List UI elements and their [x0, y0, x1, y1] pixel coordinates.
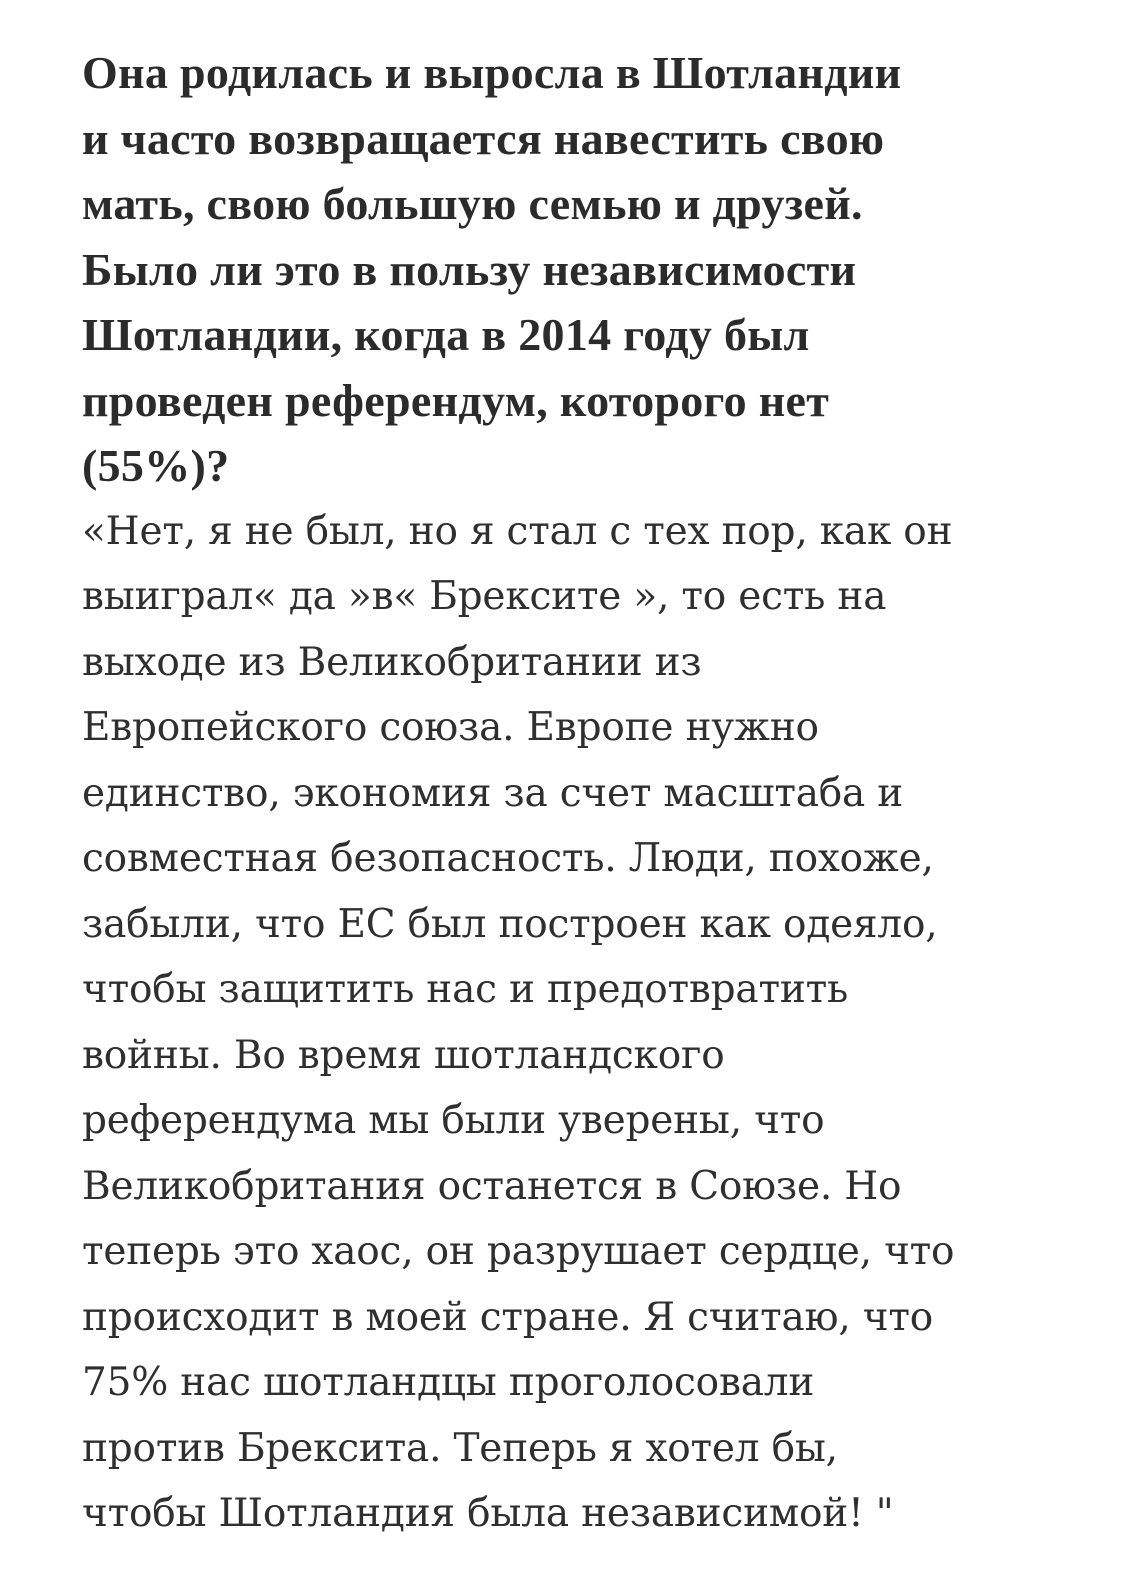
answer-line: референдума мы были уверены, что	[82, 1098, 825, 1143]
question-line: (55%)?	[82, 440, 230, 491]
article-body	[82, 40, 1042, 1547]
interview-question	[82, 40, 1042, 499]
answer-line: происходит в моей стране. Я считаю, что	[82, 1294, 933, 1340]
answer-line: теперь это хаос, он разрушает сердце, что	[82, 1229, 955, 1274]
answer-line: против Брексита. Теперь я хотел бы,	[82, 1425, 838, 1471]
answer-line: забыли, что ЕС был построен как одеяло,	[82, 901, 938, 947]
question-line: Было ли это в пользу независимости	[82, 243, 857, 295]
answer-line: единство, экономия за счет масштаба и	[82, 770, 904, 816]
answer-line: Европейского союза. Европе нужно	[82, 705, 819, 750]
answer-line: Великобритания останется в Союзе. Но	[82, 1163, 902, 1209]
question-line: проведен референдум, которого нет	[82, 374, 830, 426]
answer-line: «Нет, я не был, но я стал с тех пор, как он	[82, 508, 953, 554]
answer-line: выиграл« да »в« Брексите », то есть на	[82, 574, 887, 619]
answer-line: совместная безопасность. Люди, похоже,	[82, 836, 934, 881]
answer-line: 75% нас шотландцы проголосовали	[82, 1360, 815, 1405]
answer-line: чтобы Шотландия была независимой! "	[82, 1491, 894, 1536]
question-line: и часто возвращается навестить свою	[82, 112, 885, 164]
question-line: Она родилась и выросла в Шотландии	[82, 47, 902, 98]
answer-line: чтобы защитить нас и предотвратить	[82, 967, 849, 1012]
answer-line: выходе из Великобритании из	[82, 639, 702, 685]
question-line: Шотландии, когда в 2014 году был	[82, 309, 810, 360]
answer-line: войны. Во время шотландского	[82, 1032, 725, 1078]
interview-answer	[82, 499, 1042, 1547]
question-line: мать, свою большую семью и друзей.	[82, 178, 863, 229]
